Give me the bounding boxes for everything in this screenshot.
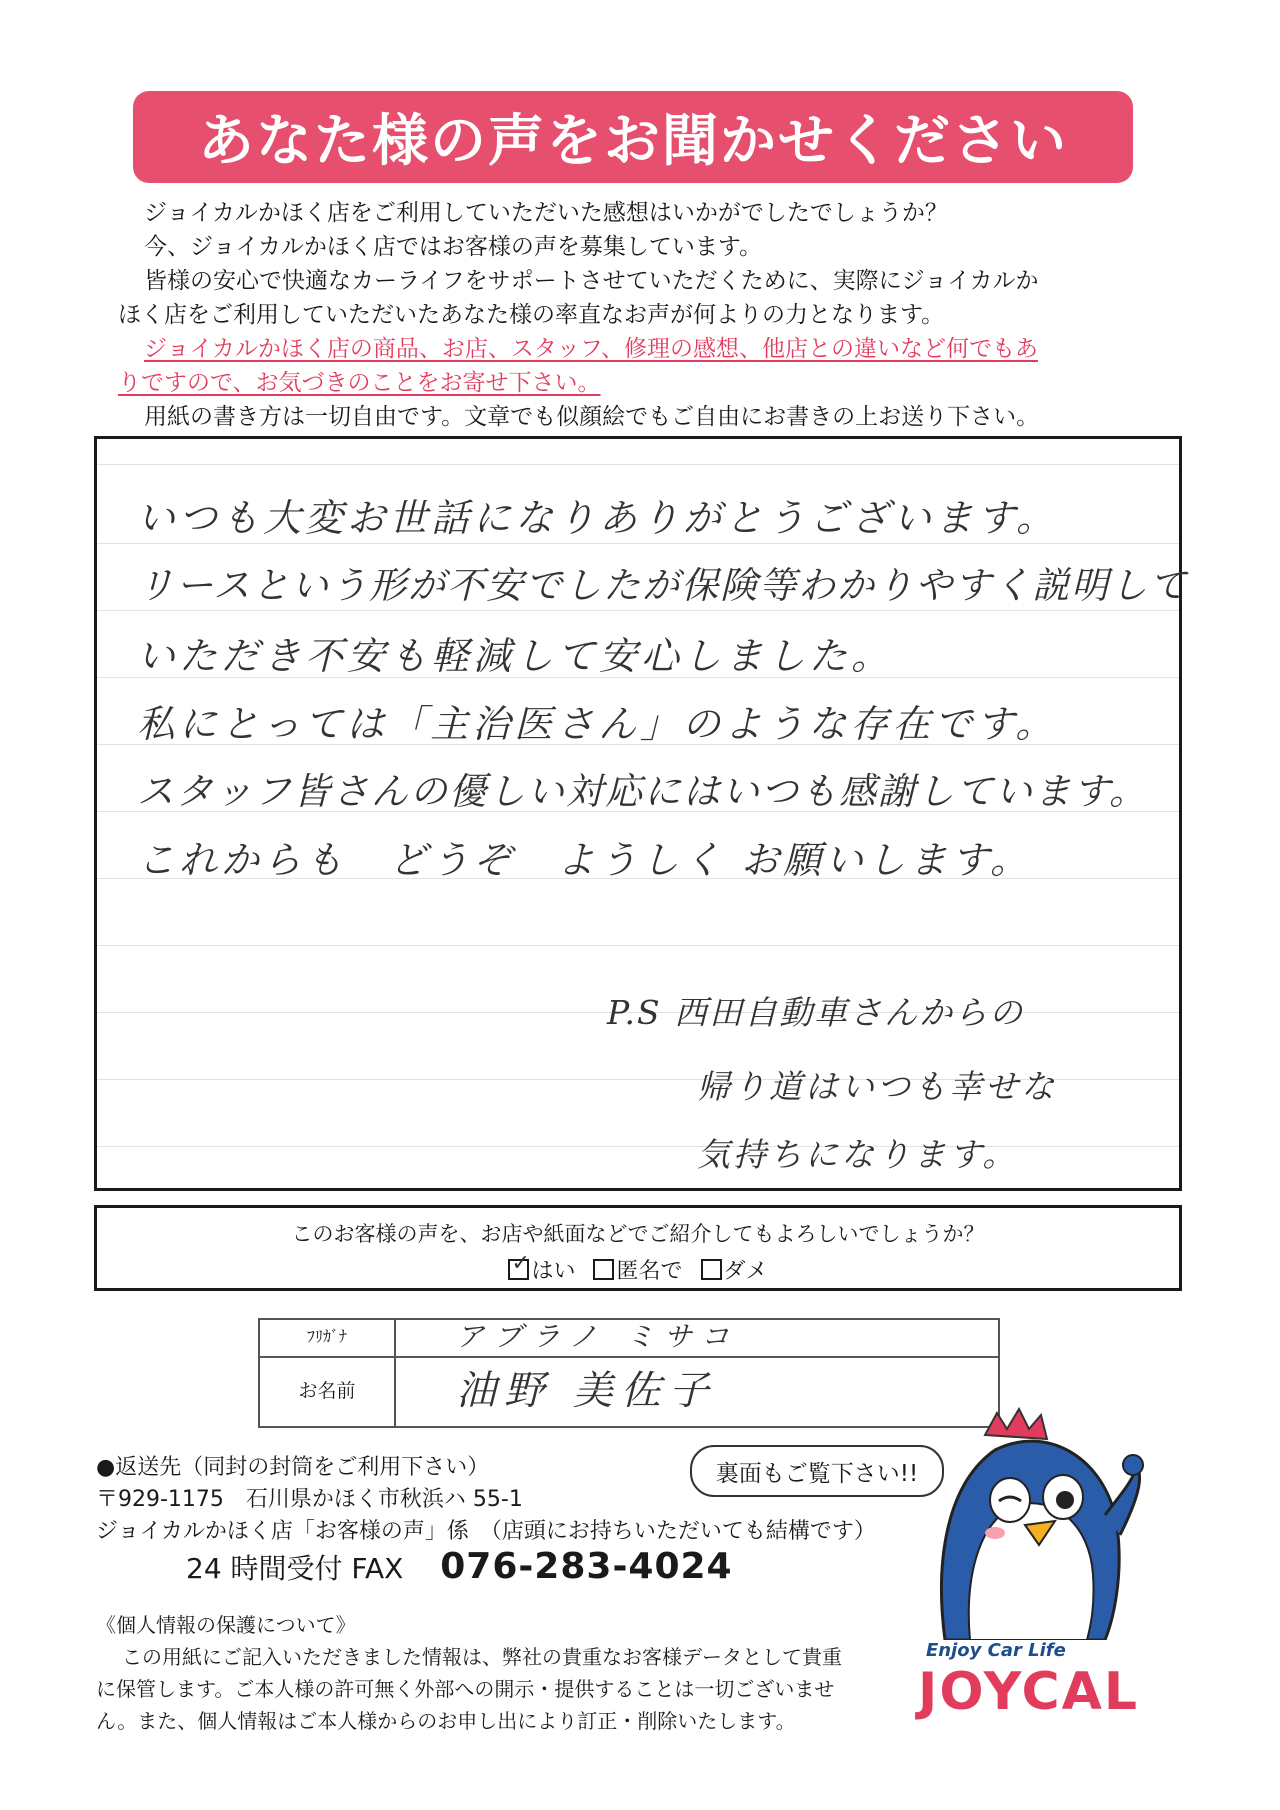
header-banner	[133, 91, 1133, 183]
comment-box	[94, 436, 1189, 1191]
intro-text	[118, 196, 1168, 434]
name-row	[260, 1356, 998, 1426]
return-recipient: ジョイカルかほく店「お客様の声」係 （店頭にお持ちいただいても結構です）	[96, 1519, 876, 1544]
consent-question: このお客様の声を、お店や紙面などでご紹介してもよろしいでしょうか？	[291, 1222, 985, 1246]
penguin-mascot-icon	[915, 1405, 1145, 1640]
consent-option-yes[interactable]	[508, 1251, 576, 1285]
option-label: ダメ	[723, 1259, 768, 1284]
privacy-notice	[96, 1609, 906, 1737]
handwritten-ps: 気持ちになります。	[697, 1135, 1019, 1174]
handwritten-ps: P.S 西田自動車さんからの	[607, 993, 1025, 1032]
logo-tagline: Enjoy Car Life	[926, 1640, 1066, 1661]
intro-line: ほく店をご利用していただいたあなた様の率直なお声が何よりの力となります。	[118, 302, 945, 328]
handwritten-line: スタッフ皆さんの優しい対応にはいつも感謝しています。	[137, 770, 1149, 813]
privacy-heading: 《個人情報の保護について》	[96, 1613, 356, 1637]
handwritten-line: リースという形が不安でしたが保険等わかりやすく説明して	[137, 564, 1189, 607]
privacy-text: ん。また、個人情報はご本人様からのお申し出により訂正・削除いたします。	[96, 1709, 796, 1733]
checkbox[interactable]	[701, 1259, 722, 1280]
option-label: 匿名で	[616, 1259, 683, 1284]
furigana-row	[260, 1320, 998, 1358]
furigana-field[interactable]: アブラノ ミサコ	[456, 1320, 739, 1353]
page-title: あなた様の声をお聞かせください	[198, 109, 1068, 174]
fax-number: 076-283-4024	[440, 1546, 733, 1587]
consent-box	[94, 1205, 1182, 1291]
intro-line: ジョイカルかほく店をご利用していただいた感想はいかがでしたでしょうか？	[144, 200, 948, 226]
consent-option-no[interactable]	[701, 1254, 768, 1285]
return-heading: ●返送先（同封の封筒をご利用下さい）	[96, 1455, 490, 1480]
option-label: はい	[531, 1259, 576, 1284]
furigana-label: ﾌﾘｶﾞﾅ	[260, 1320, 396, 1356]
name-table	[258, 1318, 1000, 1428]
logo-brand: JOYCAL	[918, 1662, 1140, 1722]
checkbox[interactable]	[593, 1259, 614, 1280]
fax-label: 24 時間受付 FAX	[186, 1552, 404, 1585]
return-address: 〒929-1175 石川県かほく市秋浜ハ 55-1	[96, 1487, 523, 1512]
consent-options	[97, 1251, 1179, 1285]
intro-line: 皆様の安心で快適なカーライフをサポートさせていただくために、実際にジョイカルか	[144, 268, 1039, 294]
consent-option-anonymous[interactable]	[593, 1254, 682, 1285]
intro-highlight: りですので、お気づきのことをお寄せ下さい。	[118, 370, 601, 396]
intro-line: 用紙の書き方は一切自由です。文章でも似顔絵でもご自由にお書きの上お送り下さい。	[144, 404, 1040, 430]
name-field[interactable]: 油野 美佐子	[456, 1368, 717, 1414]
handwritten-line: いただき不安も軽減して安心しました。	[137, 634, 894, 678]
handwritten-line: 私にとっては「主治医さん」のような存在です。	[137, 702, 1058, 746]
intro-highlight: ジョイカルかほく店の商品、お店、スタッフ、修理の感想、他店との違いなど何でもあ	[144, 336, 1039, 362]
callout-text: 裏面もご覧下さい!!	[715, 1460, 919, 1487]
handwritten-ps: 帰り道はいつも幸せな	[697, 1067, 1057, 1106]
intro-line: 今、ジョイカルかほく店ではお客様の声を募集しています。	[144, 234, 763, 260]
joycal-logo	[918, 1640, 1178, 1730]
handwritten-line: いつも大変お世話になりありがとうございます。	[137, 496, 1058, 540]
check-mark-icon: ✓	[511, 1251, 530, 1276]
speech-bubble	[690, 1445, 944, 1497]
name-label: お名前	[260, 1356, 396, 1426]
fax-line	[186, 1546, 733, 1587]
checkbox-checked[interactable]	[508, 1251, 530, 1280]
privacy-text: この用紙にご記入いただきました情報は、弊社の貴重なお客様データとして貴重	[122, 1645, 842, 1669]
handwritten-line: これからも どうぞ ようしく お願いします。	[137, 838, 1033, 882]
privacy-text: に保管します。ご本人様の許可無く外部への開示・提供することは一切ございませ	[96, 1677, 835, 1701]
